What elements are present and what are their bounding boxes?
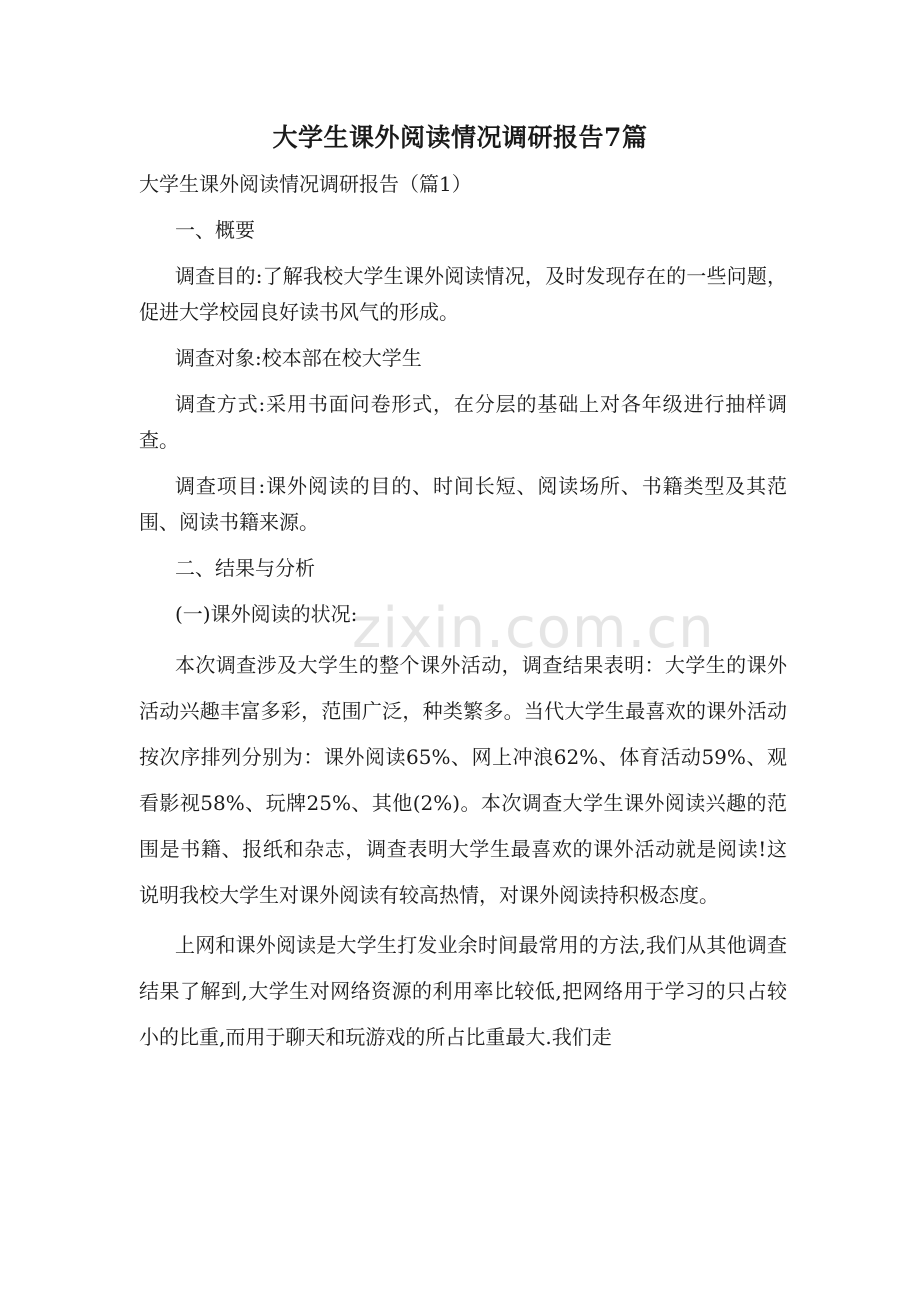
- paragraph-survey-purpose: 调查目的:了解我校大学生课外阅读情况，及时发现存在的一些问题，促进大学校园良好读书风气的形成。: [139, 264, 787, 324]
- paragraph-reading-status: 本次调查涉及大学生的整个课外活动，调查结果表明：大学生的课外活动兴趣丰富多彩，范围广泛，种类繁多。当代大学生最喜欢的课外活动按次序排列分别为：课外阅读65%、网上冲浪62%、体育活动59%、观看影视58%、玩牌25%、其他(2%)。本次调查大学生课外阅读兴趣的范围是书籍、报纸和杂志，调查表明大学生最喜欢的课外活动就是阅读!这说明我校大学生对课外阅读有较高热情，对课外阅读持积极态度。: [139, 653, 787, 907]
- paragraph-results-heading: 二、结果与分析: [175, 556, 315, 580]
- watermark: zixin.com.cn: [352, 596, 715, 661]
- paragraph-survey-method: 调查方式:采用书面问卷形式，在分层的基础上对各年级进行抽样调查。: [139, 392, 787, 452]
- paragraph-survey-items: 调查项目:课外阅读的目的、时间长短、阅读场所、书籍类型及其范围、阅读书籍来源。: [139, 474, 787, 534]
- paragraph-survey-subject: 调查对象:校本部在校大学生: [175, 346, 422, 370]
- paragraph-reading-status-heading: (一)课外阅读的状况:: [175, 602, 358, 626]
- paragraph-internet-reading: 上网和课外阅读是大学生打发业余时间最常用的方法,我们从其他调查结果了解到,大学生对网络资源的利用率比较低,把网络用于学习的只占较小的比重,而用于聊天和玩游戏的所占比重最大.我们走: [139, 933, 787, 1049]
- section-subtitle: 大学生课外阅读情况调研报告（篇1）: [139, 172, 472, 196]
- document-title: 大学生课外阅读情况调研报告7篇: [272, 123, 648, 152]
- document-body: [139, 166, 787, 1064]
- paragraph-overview-heading: 一、概要: [175, 218, 255, 242]
